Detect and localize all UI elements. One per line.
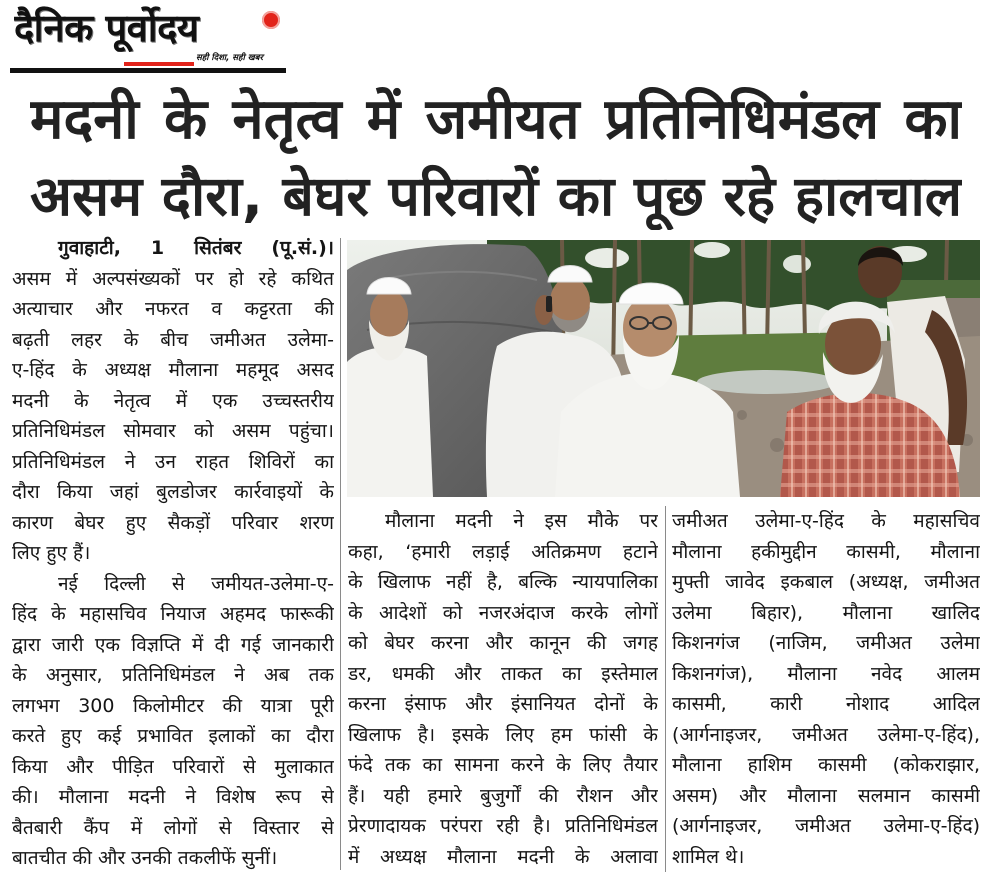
article-column-1 [12, 233, 334, 875]
article-text-line: किशनगंज (नाजिम, जमीअत उलेमा [672, 632, 980, 654]
article-text-line: हैं। यही हमारे बुजुर्गों की रौशन और [348, 784, 658, 807]
newspaper-title: दैनिक पूर्वोदय [14, 6, 199, 50]
article-text-line: कहा, ‘हमारी लड़ाई अतिक्रमण हटाने [348, 540, 658, 563]
article-text-line: मौलाना हाशिम कासमी (कोकराझार, [672, 754, 980, 776]
article-text-line: प्रेरणादायक परंपरा रही है। प्रतिनिधिमंडल [348, 815, 658, 837]
article-column-3 [672, 506, 980, 874]
article-text-line: अत्याचार और नफरत व कट्टरता की [12, 298, 334, 320]
masthead-rule [10, 68, 286, 73]
article-text-line: मौलाना हकीमुद्दीन कासमी, मौलाना [672, 540, 980, 563]
article-text-line: दौरा किया जहां बुलडोजर कार्रवाइयों के [12, 481, 334, 503]
headline-line: असम दौरा, बेघर परिवारों का पूछ रहे हालचाल [30, 164, 962, 228]
article-text-line: किया और पीड़ित परिवारों से मुलाकात [12, 755, 334, 778]
article-text-line: मुफ्ती जावेद इकबाल (अध्यक्ष, जमीअत [672, 571, 980, 593]
dateline: गुवाहाटी, 1 सितंबर (पू.सं.)। [58, 237, 334, 259]
article-text-line: कारण बेघर हुए सैकड़ों परिवार शरण [12, 511, 334, 534]
article-text-line: (आर्गनाइजर, जमीअत उलेमा-ए-हिंद), [672, 723, 980, 746]
column-divider [665, 506, 666, 872]
article-text-line: के अनुसार, प्रतिनिधिमंडल ने अब तक [12, 664, 334, 686]
photo-illustration [347, 240, 980, 497]
masthead [10, 0, 286, 74]
article-text-line: लिए हुए हैं। [12, 542, 91, 564]
article-text-line: बातचीत की और उनकी तकलीफें सुनीं। [12, 847, 278, 869]
article-text-line: किशनगंज), मौलाना नवेद आलम [672, 662, 980, 685]
article-text-line: ए-हिंद के अध्यक्ष मौलाना महमूद असद [12, 359, 334, 381]
headline-line: मदनी के नेतृत्व में जमीयत प्रतिनिधिमंडल का [30, 87, 962, 152]
article-column-2 [348, 506, 658, 874]
article-text-line: फंदे तक का सामना करने के लिए तैयार [348, 754, 658, 776]
masthead-red-dot-icon [262, 11, 280, 29]
article-text-line: प्रतिनिधिमंडल सोमवार को असम पहुंचा। [12, 420, 334, 442]
article-text-line: हिंद के महासचिव नियाज अहमद फारूकी [12, 603, 334, 625]
column-divider [340, 238, 341, 870]
masthead-red-bar [124, 62, 194, 66]
article-text-line: के खिलाफ नहीं है, बल्कि न्यायपालिका [348, 571, 658, 593]
article-text-line: खिलाफ है। इसके लिए हम फांसी के [348, 723, 658, 746]
article-text-line: मौलाना मदनी ने इस मौके पर [385, 510, 658, 532]
article-text-line: बढ़ती लहर के बीच जमीअत उलेमा- [12, 328, 334, 351]
article-text-line: डर, धमकी और ताकत का इस्तेमाल [348, 662, 658, 685]
article-text-line: जमीअत उलेमा-ए-हिंद के महासचिव [672, 510, 980, 532]
article-text-line: बैतबारी कैंप में लोगों से विस्तार से [12, 816, 334, 839]
article-text-line: की। मौलाना मदनी ने विशेष रूप से [12, 786, 334, 808]
article-text-line: शामिल थे। [672, 845, 745, 868]
article-text-line: असम में अल्पसंख्यकों पर हो रहे कथित [12, 267, 334, 290]
article-text-line: में अध्यक्ष मौलाना मदनी के अलावा [348, 845, 658, 868]
article-text-line: असम) और मौलाना सलमान कासमी [672, 784, 980, 807]
article-text-line: को बेघर करना और कानून की जगह [348, 632, 658, 654]
article-text-line: द्वारा जारी एक विज्ञप्ति में दी गई जानकारी [12, 633, 334, 656]
article-text-line: मदनी के नेतृत्व में एक उच्चस्तरीय [12, 389, 334, 412]
newspaper-tagline: सही दिशा, सही खबर [196, 53, 264, 63]
article-text-line: करते हुए कई प्रभावित इलाकों का दौरा [12, 725, 334, 747]
article-photo [347, 240, 980, 497]
article-text-line: (आर्गनाइजर, जमीअत उलेमा-ए-हिंद) [672, 815, 980, 837]
article-text-line: उलेमा बिहार), मौलाना खालिद [672, 601, 980, 624]
article-text-line: कासमी, कारी नोशाद आदिल [672, 693, 980, 715]
article-text-line: नई दिल्ली से जमीयत-उलेमा-ए- [58, 572, 334, 595]
article-text-line: लगभग 300 किलोमीटर की यात्रा पूरी [12, 694, 334, 717]
article-text-line: करना इंसाफ और इंसानियत दोनों के [348, 693, 658, 715]
article-text-line: के आदेशों को नजरअंदाज करके लोगों [348, 601, 658, 624]
article-text-line: प्रतिनिधिमंडल ने उन राहत शिविरों का [12, 450, 334, 473]
